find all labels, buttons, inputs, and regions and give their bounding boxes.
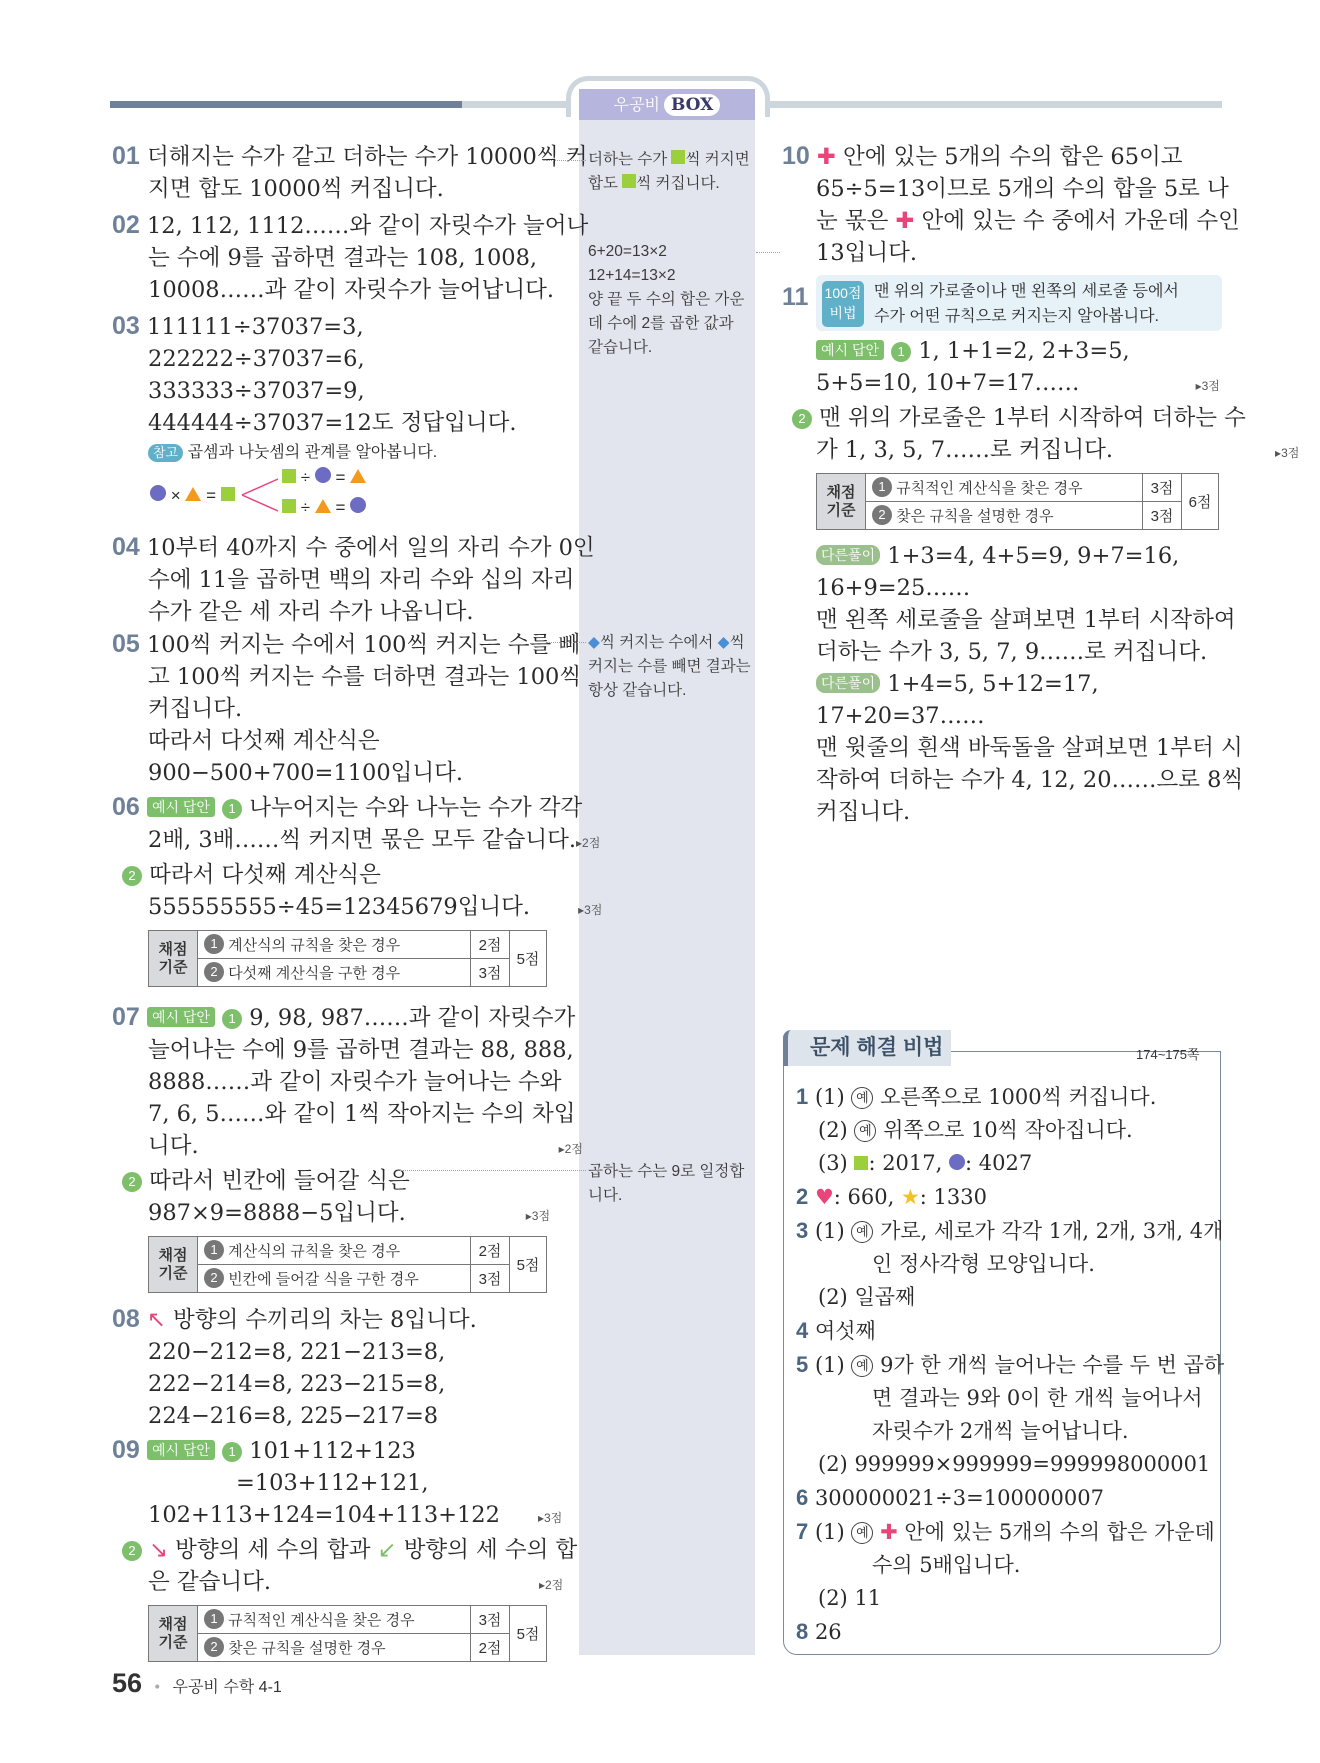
- circle-shape-icon: [150, 485, 166, 501]
- q03: 03 111111÷37037=3,: [112, 312, 364, 340]
- left-column: 01 더해지는 수가 같고 더하는 수가 10000씩 커 지면 합도 10000씩 커집니다. 02 12, 112, 1112……와 같이 자릿수가 늘어나 는 수에 9를 곱하면 결과는 108, 1008, 10008……과 같이 자릿수가 늘어납니다. 03 111111÷37037=3, 222222÷37037=6, 333333÷37037=9, 444444÷37037=12도 정답입니다. 참고 곱셈과 나눗셈의 관계를 알아봅니다. × = ÷ = ÷ = 04 10부터 40까지 수 중에서 일의 자리 수가 0인 수에 11을 곱하면 백의 자리 수와 십의 자리 수가 같은 세 자리 수가 나옵니다. 05 100씩 커지는 수에서 100씩 커지는 수를 빼 고 100씩 커지는 수를 더하면 결과는 100씩 커집니다. 따라서 다섯째 계산식은 900−500+700=1100입니다. 06 예시 답안 1 나누어지는 수와 나누는 수가 각각 2배, 3배……씩 커지면 몫은 모두 같습니다.▸2점 2 따라서 다섯째 계산식은 555555555÷45=12345679입니다. ▸3점 채점 기준 1 계산식의 규칙을 찾은 경우 2점 5점 2 다섯째 계산식을 구한 경우 3점 07 예시 답안 1 9, 98, 987……과 같이 자릿수가 늘어나는 수에 9를 곱하면 결과는 88, 888, 8888……과 같이 자릿수가 늘어나는 수와 7, 6, 5……와 같이 1씩 작아지는 수의 차입 니다. ▸2점 2 따라서 빈칸에 들어갈 식은 987×9=8888−5입니다. ▸3점 채점 기준 1 계산식의 규칙을 찾은 경우 2점 5점 2 빈칸에 들어갈 식을 구한 경우 3점 08 ↖ 방향의 수끼리의 차는 8입니다. 220−212=8, 221−213=8, 222−214=8, 223−215=8, 224−216=8, 225−217=8 09 예시 답안 1 101+112+123 =103+112+121, 102+113+124=104+113+122 ▸3점 2 ↘ 방향의 세 수의 합과 ↙ 방향의 세 수의 합 은 같습니다. ▸2점 채점 기준 1 규칙적인 계산식을 찾은 경우 3점 5점 2 찾은 규칙을 설명한 경우 2점: [112, 140, 552, 1662]
- q09-score-table: 채점 기준 1 규칙적인 계산식을 찾은 경우 3점 5점 2 찾은 규칙을 설명한 경우 2점: [148, 1605, 547, 1662]
- q08: 08 ↖ 방향의 수끼리의 차는 8입니다.: [112, 1305, 477, 1333]
- triangle-shape-icon: [185, 487, 201, 501]
- q03-note: 참고 곱셈과 나눗셈의 관계를 알아봅니다.: [112, 439, 552, 467]
- q09: 09 예시 답안 1 101+112+123: [112, 1436, 416, 1464]
- q03-diagram: × = ÷ = ÷ =: [112, 467, 552, 525]
- connector-2: [756, 252, 780, 253]
- side-note-1: 더하는 수가 씩 커지면 합도 씩 커집니다.: [588, 151, 750, 192]
- solution-pages: 174~175쪽: [1136, 1047, 1200, 1062]
- cross-shape-icon: ✚: [816, 144, 836, 170]
- diagonal-arrow-icon: ↖: [146, 1307, 166, 1333]
- other-solution-tag: 다른풀이: [816, 545, 880, 565]
- q10: 10 ✚ 안에 있는 5개의 수의 합은 65이고: [782, 142, 1183, 170]
- q07-score-table: 채점 기준 1 계산식의 규칙을 찾은 경우 2점 5점 2 빈칸에 들어갈 식을 구한 경우 3점: [148, 1236, 547, 1293]
- star-icon: ★: [900, 1185, 920, 1209]
- q04: 04 10부터 40까지 수 중에서 일의 자리 수가 0인: [112, 533, 595, 561]
- down-right-arrow-icon: ↘: [149, 1537, 169, 1563]
- q06: 06 예시 답안 1 나누어지는 수와 나누는 수가 각각: [112, 793, 583, 821]
- connector-4: [400, 1170, 586, 1171]
- down-left-arrow-icon: ↙: [377, 1537, 397, 1563]
- q06-score-table: 채점 기준 1 계산식의 규칙을 찾은 경우 2점 5점 2 다섯째 계산식을 구한 경우 3점: [148, 930, 547, 987]
- branch-arrows: [240, 471, 280, 519]
- footer: 56 • 우공비 수학 4-1: [112, 1668, 282, 1698]
- side-note-4: 곱하는 수는 9로 일정합 니다.: [588, 1163, 745, 1204]
- connector-1: [546, 160, 586, 161]
- q11-secret-box: 11 100점 비법 맨 위의 가로줄이나 맨 왼쪽의 세로줄 등에서 수가 어떤 규칙으로 커지는지 알아봅니다.: [816, 275, 1222, 331]
- book-title: 우공비 수학 4-1: [172, 1679, 282, 1696]
- q02: 02 12, 112, 1112……와 같이 자릿수가 늘어나: [112, 211, 589, 239]
- page-number: 56: [112, 1668, 143, 1698]
- example-answer-tag: 예시 답안: [147, 797, 215, 817]
- solution-list: 1 (1) 예 오른쪽으로 1000씩 커집니다. (2) 예 위쪽으로 10씩 작아집니다. (3) : 2017, : 4027 2 ♥: 660, ★: 1330 3 (1) 예 가로, 세로가 각각 1개, 2개, 3개, 4개 인 정사각형 모양입니다. (2) 일곱째 4 여섯째 5 (1) 예 9가 한 개씩 늘어나는 수를 두 번 곱하 면 결과는 9와 0이 한 개씩 늘어나서 자릿수가 2개씩 늘어납니다. (2) 999999×999999=999998000001 6 300000021÷3=100000007 7 (1) 예 ✚ 안에 있는 5개의 수의 합은 가운데 수의 5배입니다. (2) 11 8 26: [796, 1084, 1225, 1644]
- secret-tag: 100점 비법: [822, 281, 864, 327]
- square-shape-icon: [221, 487, 235, 501]
- q11-score-table: 채점 기준 1 규칙적인 계산식을 찾은 경우 3점 6점 2 찾은 규칙을 설명한 경우 3점: [816, 473, 1219, 530]
- heart-icon: ♥: [814, 1185, 834, 1209]
- side-note-3: ◆씩 커지는 수에서 ◆씩 커지는 수를 빼면 결과는 항상 같습니다.: [588, 633, 751, 699]
- box-header: 우공비 BOX: [579, 89, 755, 120]
- q01: 01 더해지는 수가 같고 더하는 수가 10000씩 커: [112, 142, 588, 170]
- side-note-2: 6+20=13×2 12+14=13×2 양 끝 두 수의 합은 가운 데 수에 2를 곱한 값과 같습니다.: [588, 243, 745, 356]
- q05: 05 100씩 커지는 수에서 100씩 커지는 수를 빼: [112, 630, 581, 658]
- top-bar-dark: [110, 101, 462, 108]
- note-tag: 참고: [148, 444, 183, 462]
- solution-title: 문제 해결 비법: [783, 1030, 951, 1066]
- right-column: 10 ✚ 안에 있는 5개의 수의 합은 65이고 65÷5=13이므로 5개의 수의 합을 5로 나 눈 몫은 ✚ 안에 있는 수 중에서 가운데 수인 13입니다. 11 100점 비법 맨 위의 가로줄이나 맨 왼쪽의 세로줄 등에서 수가 어떤 규칙으로 커지는지 알아봅니다. 예시 답안 1 1, 1+1=2, 2+3=5, 5+5=10, 10+7=17…… ▸3점 2 맨 위의 가로줄은 1부터 시작하여 더하는 수 가 1, 3, 5, 7……로 커집니다. ▸3점 채점 기준 1 규칙적인 계산식을 찾은 경우 3점 6점 2 찾은 규칙을 설명한 경우 3점 다른풀이 1+3=4, 4+5=9, 9+7=16, 16+9=25…… 맨 왼쪽 세로줄을 살펴보면 1부터 시작하여 더하는 수가 3, 5, 7, 9……로 커집니다. 다른풀이 1+4=5, 5+12=17, 17+20=37…… 맨 윗줄의 흰색 바둑돌을 살펴보면 1부터 시 작하여 더하는 수가 4, 12, 20……으로 8씩 커집니다.: [782, 142, 1300, 825]
- connector-3: [546, 642, 586, 643]
- q07: 07 예시 답안 1 9, 98, 987……과 같이 자릿수가: [112, 1003, 576, 1031]
